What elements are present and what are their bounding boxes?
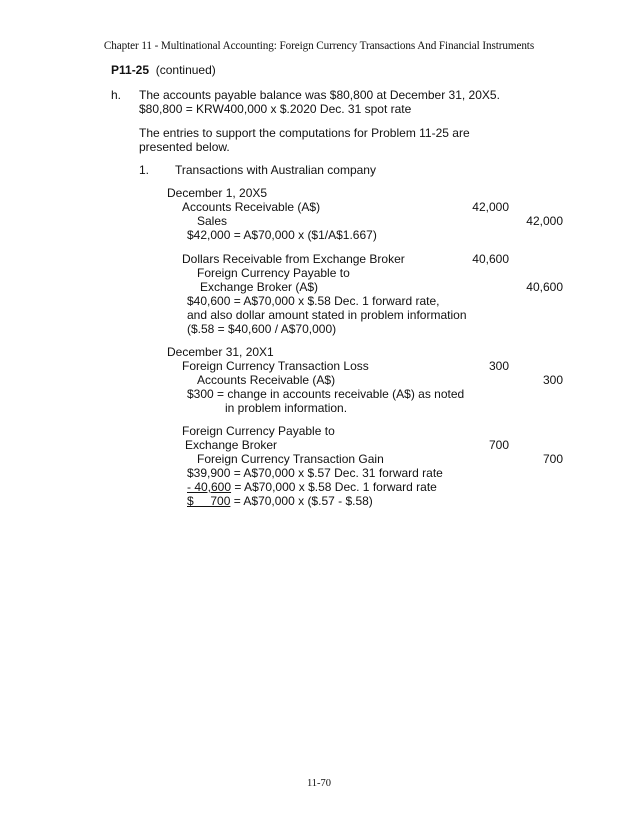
- e1-debit-amount: 42,000: [472, 200, 509, 214]
- e4-debit-account-line1: Foreign Currency Payable to: [182, 424, 335, 438]
- e3-credit-account: Accounts Receivable (A$): [197, 373, 336, 387]
- e4-debit-account-line2: Exchange Broker: [185, 438, 278, 452]
- chapter-header: Chapter 11 - Multinational Accounting: Foreign Currency Transactions And Financial Instruments: [103, 40, 535, 52]
- date-dec1: December 1, 20X5: [167, 186, 268, 200]
- e4-note2-rest: = A$70,000 x $.58 Dec. 1 forward rate: [231, 480, 437, 494]
- e1-debit-account: Accounts Receivable (A$): [182, 200, 321, 214]
- section1-title: Transactions with Australian company: [175, 163, 376, 177]
- e3-credit-amount: 300: [542, 373, 563, 387]
- e2-credit-account-line2: Exchange Broker (A$): [200, 280, 319, 294]
- e4-note2-underlined: - 40,600: [187, 480, 232, 494]
- date-dec31: December 31, 20X1: [167, 345, 274, 359]
- page-number: 11-70: [306, 778, 332, 789]
- problem-heading: [111, 63, 216, 77]
- problem-id: P11-25: [111, 63, 150, 77]
- e4-note3: [187, 494, 373, 508]
- e2-note1: $40,600 = A$70,000 x $.58 Dec. 1 forward rate,: [187, 294, 440, 308]
- e4-debit-amount: 700: [488, 438, 509, 452]
- part-h-intro2: presented below.: [139, 140, 230, 154]
- e3-debit-amount: 300: [488, 359, 509, 373]
- part-h-line2: $80,800 = KRW400,000 x $.2020 Dec. 31 spot rate: [139, 102, 412, 116]
- e4-credit-account: Foreign Currency Transaction Gain: [197, 452, 384, 466]
- e3-note1: $300 = change in accounts receivable (A$) as noted: [187, 387, 465, 401]
- e4-credit-amount: 700: [542, 452, 563, 466]
- e3-debit-account: Foreign Currency Transaction Loss: [182, 359, 369, 373]
- e1-note: $42,000 = A$70,000 x ($1/A$1.667): [187, 228, 377, 242]
- e3-note2: in problem information.: [225, 401, 348, 415]
- part-h-line1: The accounts payable balance was $80,800 at December 31, 20X5.: [139, 88, 500, 102]
- e2-credit-account-line1: Foreign Currency Payable to: [197, 266, 350, 280]
- e4-note3-underlined: $ 700: [187, 494, 231, 508]
- e1-credit-amount: 42,000: [526, 214, 563, 228]
- e4-note1: $39,900 = A$70,000 x $.57 Dec. 31 forward rate: [187, 466, 443, 480]
- e2-credit-amount: 40,600: [526, 280, 563, 294]
- e2-debit-account: Dollars Receivable from Exchange Broker: [182, 252, 405, 266]
- problem-continued: (continued): [155, 63, 216, 77]
- part-h-letter: h.: [111, 88, 122, 102]
- part-h-intro1: The entries to support the computations for Problem 11-25 are: [139, 126, 470, 140]
- e1-credit-account: Sales: [197, 214, 228, 228]
- e4-note2: [187, 480, 437, 494]
- section1-number: 1.: [139, 163, 150, 177]
- e2-debit-amount: 40,600: [472, 252, 509, 266]
- e4-note3-rest: = A$70,000 x ($.57 - $.58): [230, 494, 373, 508]
- e2-note2: and also dollar amount stated in problem information: [187, 308, 467, 322]
- e2-note3: ($.58 = $40,600 / A$70,000): [187, 322, 337, 336]
